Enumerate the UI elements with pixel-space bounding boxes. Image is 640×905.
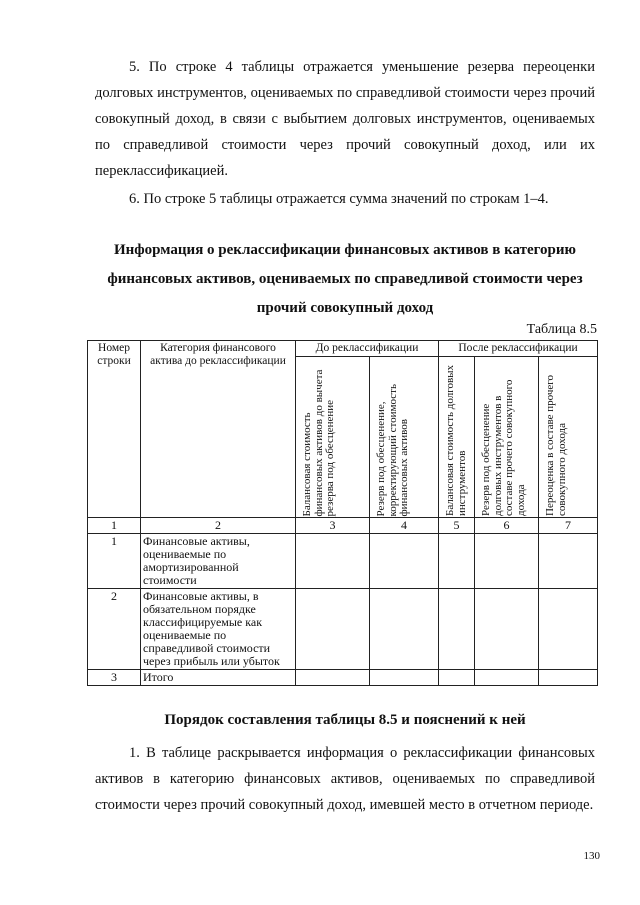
table-cell: [370, 534, 439, 589]
header-group-after: После реклассификации: [439, 341, 598, 357]
table-cell: [439, 670, 475, 686]
table-row: [88, 534, 598, 589]
header-col-6-text: Резерв под обесценение долговых инструментов в составе прочего совокупного дохода: [480, 379, 527, 516]
table-cell: [296, 670, 370, 686]
paragraph-text: 5. По строке 4 таблицы отражается уменьшение резерва переоценки долговых инструментов, оцениваемых по справедливой стоимости через прочий совокупный доход, в связи с выбытием долговых инструментов, оцениваемых по справедливой стоимости через прочий совокупный доход, или их переклассификацией.: [95, 59, 595, 179]
table-cell: [475, 534, 539, 589]
column-number: 7: [539, 518, 598, 534]
table-cell: [475, 670, 539, 686]
row-label: Финансовые активы, оцениваемые по амортизированной стоимости: [141, 534, 296, 589]
column-number: 6: [475, 518, 539, 534]
column-number: 3: [296, 518, 370, 534]
reclassification-table: [87, 340, 598, 686]
header-col-7-text: Переоценка в составе прочего совокупного дохода: [544, 375, 568, 516]
table-cell: [539, 589, 598, 670]
table-cell: [296, 534, 370, 589]
column-number: 2: [141, 518, 296, 534]
table-caption: Таблица 8.5: [526, 322, 597, 337]
table-cell: [439, 534, 475, 589]
paragraph-text: 6. По строке 5 таблицы отражается сумма значений по строкам 1–4.: [129, 191, 549, 207]
header-col-4: [370, 357, 439, 518]
header-col-3-text: Балансовая стоимость финансовых активов до вычета резерва под обесценение: [301, 369, 336, 516]
header-col-5-text: Балансовая стоимость долговых инструментов: [444, 364, 468, 516]
page-number: 130: [583, 850, 600, 862]
table-cell: [370, 589, 439, 670]
row-label: Итого: [141, 670, 296, 686]
table-row: [88, 589, 598, 670]
column-number: 4: [370, 518, 439, 534]
table-cell: [475, 589, 539, 670]
paragraph-item-5: [95, 54, 595, 184]
header-col-5: [439, 357, 475, 518]
column-number-row: [88, 518, 598, 534]
row-number: 1: [88, 534, 141, 589]
paragraph-text: 1. В таблице раскрывается информация о реклассификации финансовых активов в категорию финансовых активов, оцениваемых по справедливой стоимости через прочий совокупный доход, имевшей место в отчетном периоде.: [95, 745, 595, 813]
header-col-7: [539, 357, 598, 518]
header-col-4-text: Резерв под обесценение, корректирующий стоимость финансовых активов: [375, 383, 410, 516]
table-cell: [539, 670, 598, 686]
paragraph-item-6: [95, 186, 595, 212]
table-cell: [439, 589, 475, 670]
column-number: 1: [88, 518, 141, 534]
paragraph-item-1: [95, 740, 595, 818]
column-number: 5: [439, 518, 475, 534]
table-cell: [370, 670, 439, 686]
row-number: 3: [88, 670, 141, 686]
row-label: Финансовые активы, в обязательном порядке классифицируемые как оцениваемые по справедливой стоимости через прибыль или убыток: [141, 589, 296, 670]
header-group-before: До реклассификации: [296, 341, 439, 357]
table-cell: [539, 534, 598, 589]
header-row-number: Номер строки: [88, 341, 141, 518]
table-row-total: [88, 670, 598, 686]
header-col-3: [296, 357, 370, 518]
table-cell: [296, 589, 370, 670]
section-title: Информация о реклассификации финансовых активов в категорию финансовых активов, оцениваемых по справедливой стоимости через прочий совокупный доход: [107, 242, 583, 316]
header-category: Категория финансового актива до реклассификации: [141, 341, 296, 518]
header-col-6: [475, 357, 539, 518]
section2-title: Порядок составления таблицы 8.5 и пояснений к ней: [164, 712, 526, 728]
row-number: 2: [88, 589, 141, 670]
